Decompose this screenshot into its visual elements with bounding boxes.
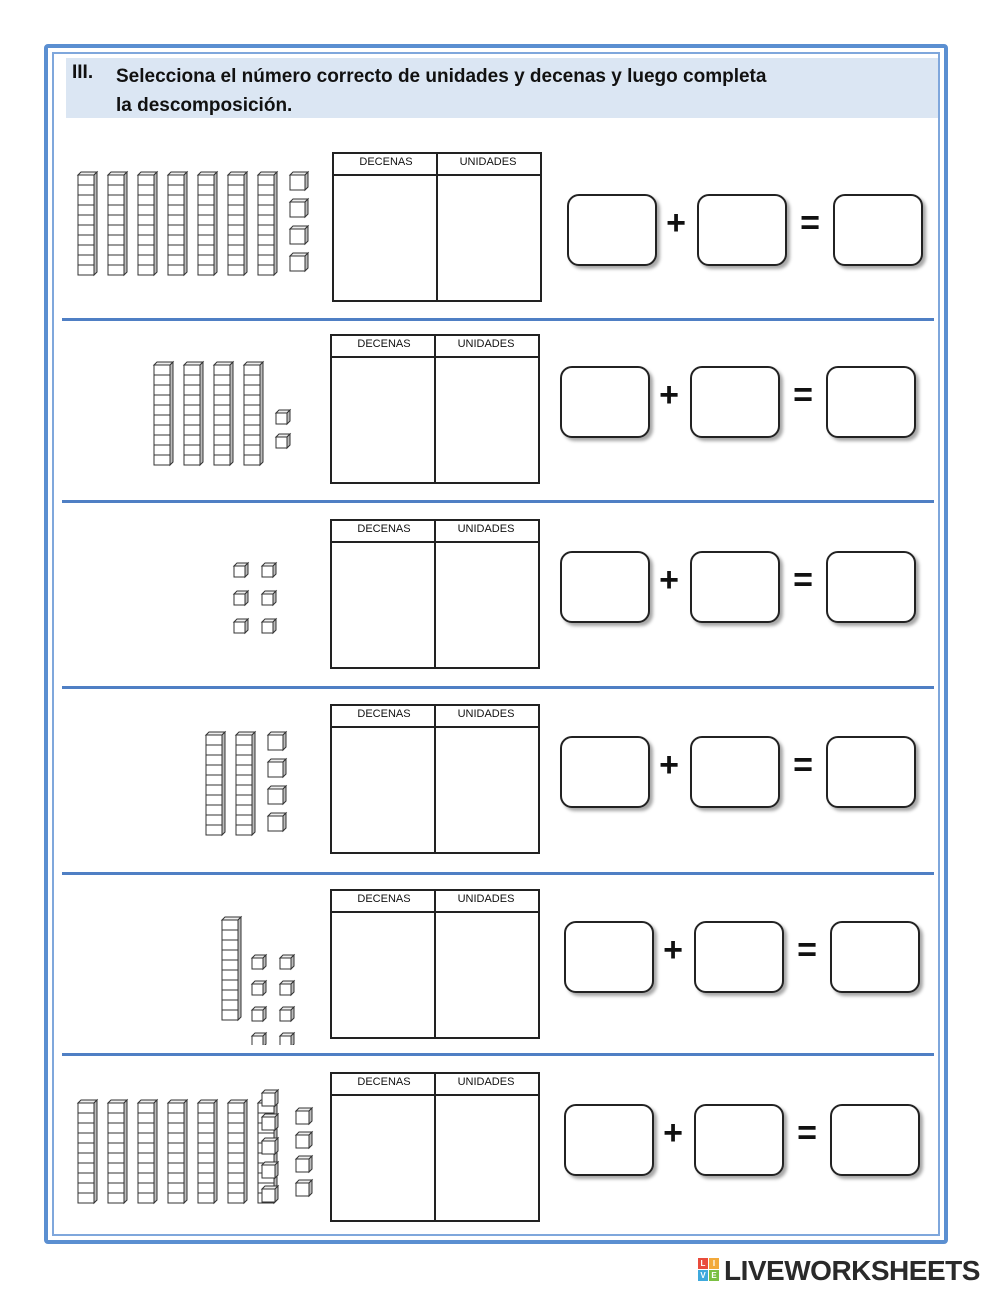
row-separator [62, 500, 934, 503]
liveworksheets-logo-icon [698, 1258, 720, 1282]
logo-letter-e: E [709, 1270, 719, 1281]
unit-cube [234, 563, 248, 577]
ten-rod [214, 362, 233, 465]
base-ten-blocks [66, 320, 326, 490]
unit-cube [290, 253, 308, 271]
ten-rod [108, 172, 127, 275]
instruction-line-1: Selecciona el número correcto de unidades y decenas y luego completa [116, 66, 767, 87]
base-ten-blocks [66, 875, 326, 1045]
place-value-table[interactable] [330, 519, 540, 669]
plus-sign: + [666, 204, 686, 242]
ten-rod [258, 172, 277, 275]
ten-rod [168, 1100, 187, 1203]
ten-rod [198, 172, 217, 275]
place-value-table[interactable] [330, 334, 540, 484]
base-ten-blocks [66, 690, 326, 860]
unit-cube [280, 981, 294, 995]
unit-cube [268, 786, 286, 804]
instruction-line-2: la descomposición. [116, 95, 293, 116]
ten-rod [198, 1100, 217, 1203]
table-divider [436, 154, 438, 300]
place-value-table[interactable] [330, 889, 540, 1039]
unit-cube [268, 732, 286, 750]
tens-answer-box[interactable] [560, 551, 650, 623]
units-column-label: UNIDADES [457, 708, 515, 720]
brand-name: LIVEWORKSHEETS [724, 1255, 980, 1286]
table-divider [434, 891, 436, 1037]
unit-cube [262, 619, 276, 633]
tens-column-label: DECENAS [357, 708, 411, 720]
equals-sign: = [800, 204, 820, 242]
total-answer-box[interactable] [826, 551, 916, 623]
ten-rod [154, 362, 173, 465]
unit-cube [276, 410, 290, 424]
unit-cube [296, 1132, 312, 1148]
equals-sign: = [793, 376, 813, 414]
unit-cube [252, 1007, 266, 1021]
ten-rod [228, 172, 247, 275]
total-answer-box[interactable] [830, 921, 920, 993]
units-answer-box[interactable] [694, 921, 784, 993]
ten-rod [138, 172, 157, 275]
plus-sign: + [659, 561, 679, 599]
equals-sign: = [793, 746, 813, 784]
table-divider [434, 336, 436, 482]
units-column-label: UNIDADES [459, 156, 517, 168]
tens-answer-box[interactable] [564, 1104, 654, 1176]
ten-rod [78, 172, 97, 275]
unit-cube [234, 591, 248, 605]
unit-cube [262, 591, 276, 605]
unit-cube [262, 1162, 278, 1178]
plus-sign: + [659, 746, 679, 784]
logo-letter-v: V [698, 1270, 708, 1281]
unit-cube [280, 955, 294, 969]
unit-cube [290, 172, 308, 190]
unit-cube [262, 1090, 278, 1106]
unit-cube [262, 1138, 278, 1154]
unit-cube [280, 1007, 294, 1021]
base-ten-blocks [66, 130, 326, 300]
equals-sign: = [793, 561, 813, 599]
ten-rod [138, 1100, 157, 1203]
unit-cube [234, 619, 248, 633]
unit-cube [296, 1180, 312, 1196]
units-answer-box[interactable] [690, 366, 780, 438]
plus-sign: + [659, 376, 679, 414]
equals-sign: = [797, 931, 817, 969]
plus-sign: + [663, 931, 683, 969]
ten-rod [228, 1100, 247, 1203]
equals-sign: = [797, 1114, 817, 1152]
units-column-label: UNIDADES [457, 893, 515, 905]
total-answer-box[interactable] [830, 1104, 920, 1176]
base-ten-blocks [66, 505, 326, 675]
unit-cube [290, 199, 308, 217]
unit-cube [296, 1156, 312, 1172]
ten-rod [168, 172, 187, 275]
table-divider [434, 521, 436, 667]
unit-cube [252, 981, 266, 995]
unit-cube [252, 1033, 266, 1045]
ten-rod [78, 1100, 97, 1203]
ten-rod [244, 362, 263, 465]
units-answer-box[interactable] [690, 736, 780, 808]
units-answer-box[interactable] [690, 551, 780, 623]
tens-answer-box[interactable] [560, 736, 650, 808]
ten-rod [108, 1100, 127, 1203]
tens-column-label: DECENAS [357, 893, 411, 905]
tens-column-label: DECENAS [357, 338, 411, 350]
total-answer-box[interactable] [826, 366, 916, 438]
table-divider [434, 1074, 436, 1220]
unit-cube [268, 813, 286, 831]
tens-column-label: DECENAS [359, 156, 413, 168]
tens-answer-box[interactable] [560, 366, 650, 438]
unit-cube [268, 759, 286, 777]
tens-column-label: DECENAS [357, 1076, 411, 1088]
place-value-table[interactable] [332, 152, 542, 302]
units-column-label: UNIDADES [457, 523, 515, 535]
units-column-label: UNIDADES [457, 1076, 515, 1088]
logo-letter-i: I [709, 1258, 719, 1269]
ten-rod [184, 362, 203, 465]
row-separator [62, 1053, 934, 1056]
units-column-label: UNIDADES [457, 338, 515, 350]
table-divider [434, 706, 436, 852]
ten-rod [222, 917, 241, 1020]
ten-rod [236, 732, 255, 835]
unit-cube [252, 955, 266, 969]
unit-cube [262, 563, 276, 577]
place-value-table[interactable] [330, 704, 540, 854]
instruction-text [116, 62, 836, 120]
tens-answer-box[interactable] [567, 194, 657, 266]
total-answer-box[interactable] [826, 736, 916, 808]
row-separator [62, 686, 934, 689]
ten-rod [206, 732, 225, 835]
unit-cube [296, 1108, 312, 1124]
units-answer-box[interactable] [694, 1104, 784, 1176]
row-separator [62, 872, 934, 875]
unit-cube [276, 434, 290, 448]
total-answer-box[interactable] [833, 194, 923, 266]
logo-letter-l: L [698, 1258, 708, 1269]
unit-cube [262, 1114, 278, 1130]
place-value-table[interactable] [330, 1072, 540, 1222]
base-ten-blocks [66, 1058, 326, 1228]
section-number: III. [72, 62, 94, 83]
unit-cube [280, 1033, 294, 1045]
unit-cube [262, 1186, 278, 1202]
tens-column-label: DECENAS [357, 523, 411, 535]
unit-cube [290, 226, 308, 244]
row-separator [62, 318, 934, 321]
tens-answer-box[interactable] [564, 921, 654, 993]
plus-sign: + [663, 1114, 683, 1152]
units-answer-box[interactable] [697, 194, 787, 266]
